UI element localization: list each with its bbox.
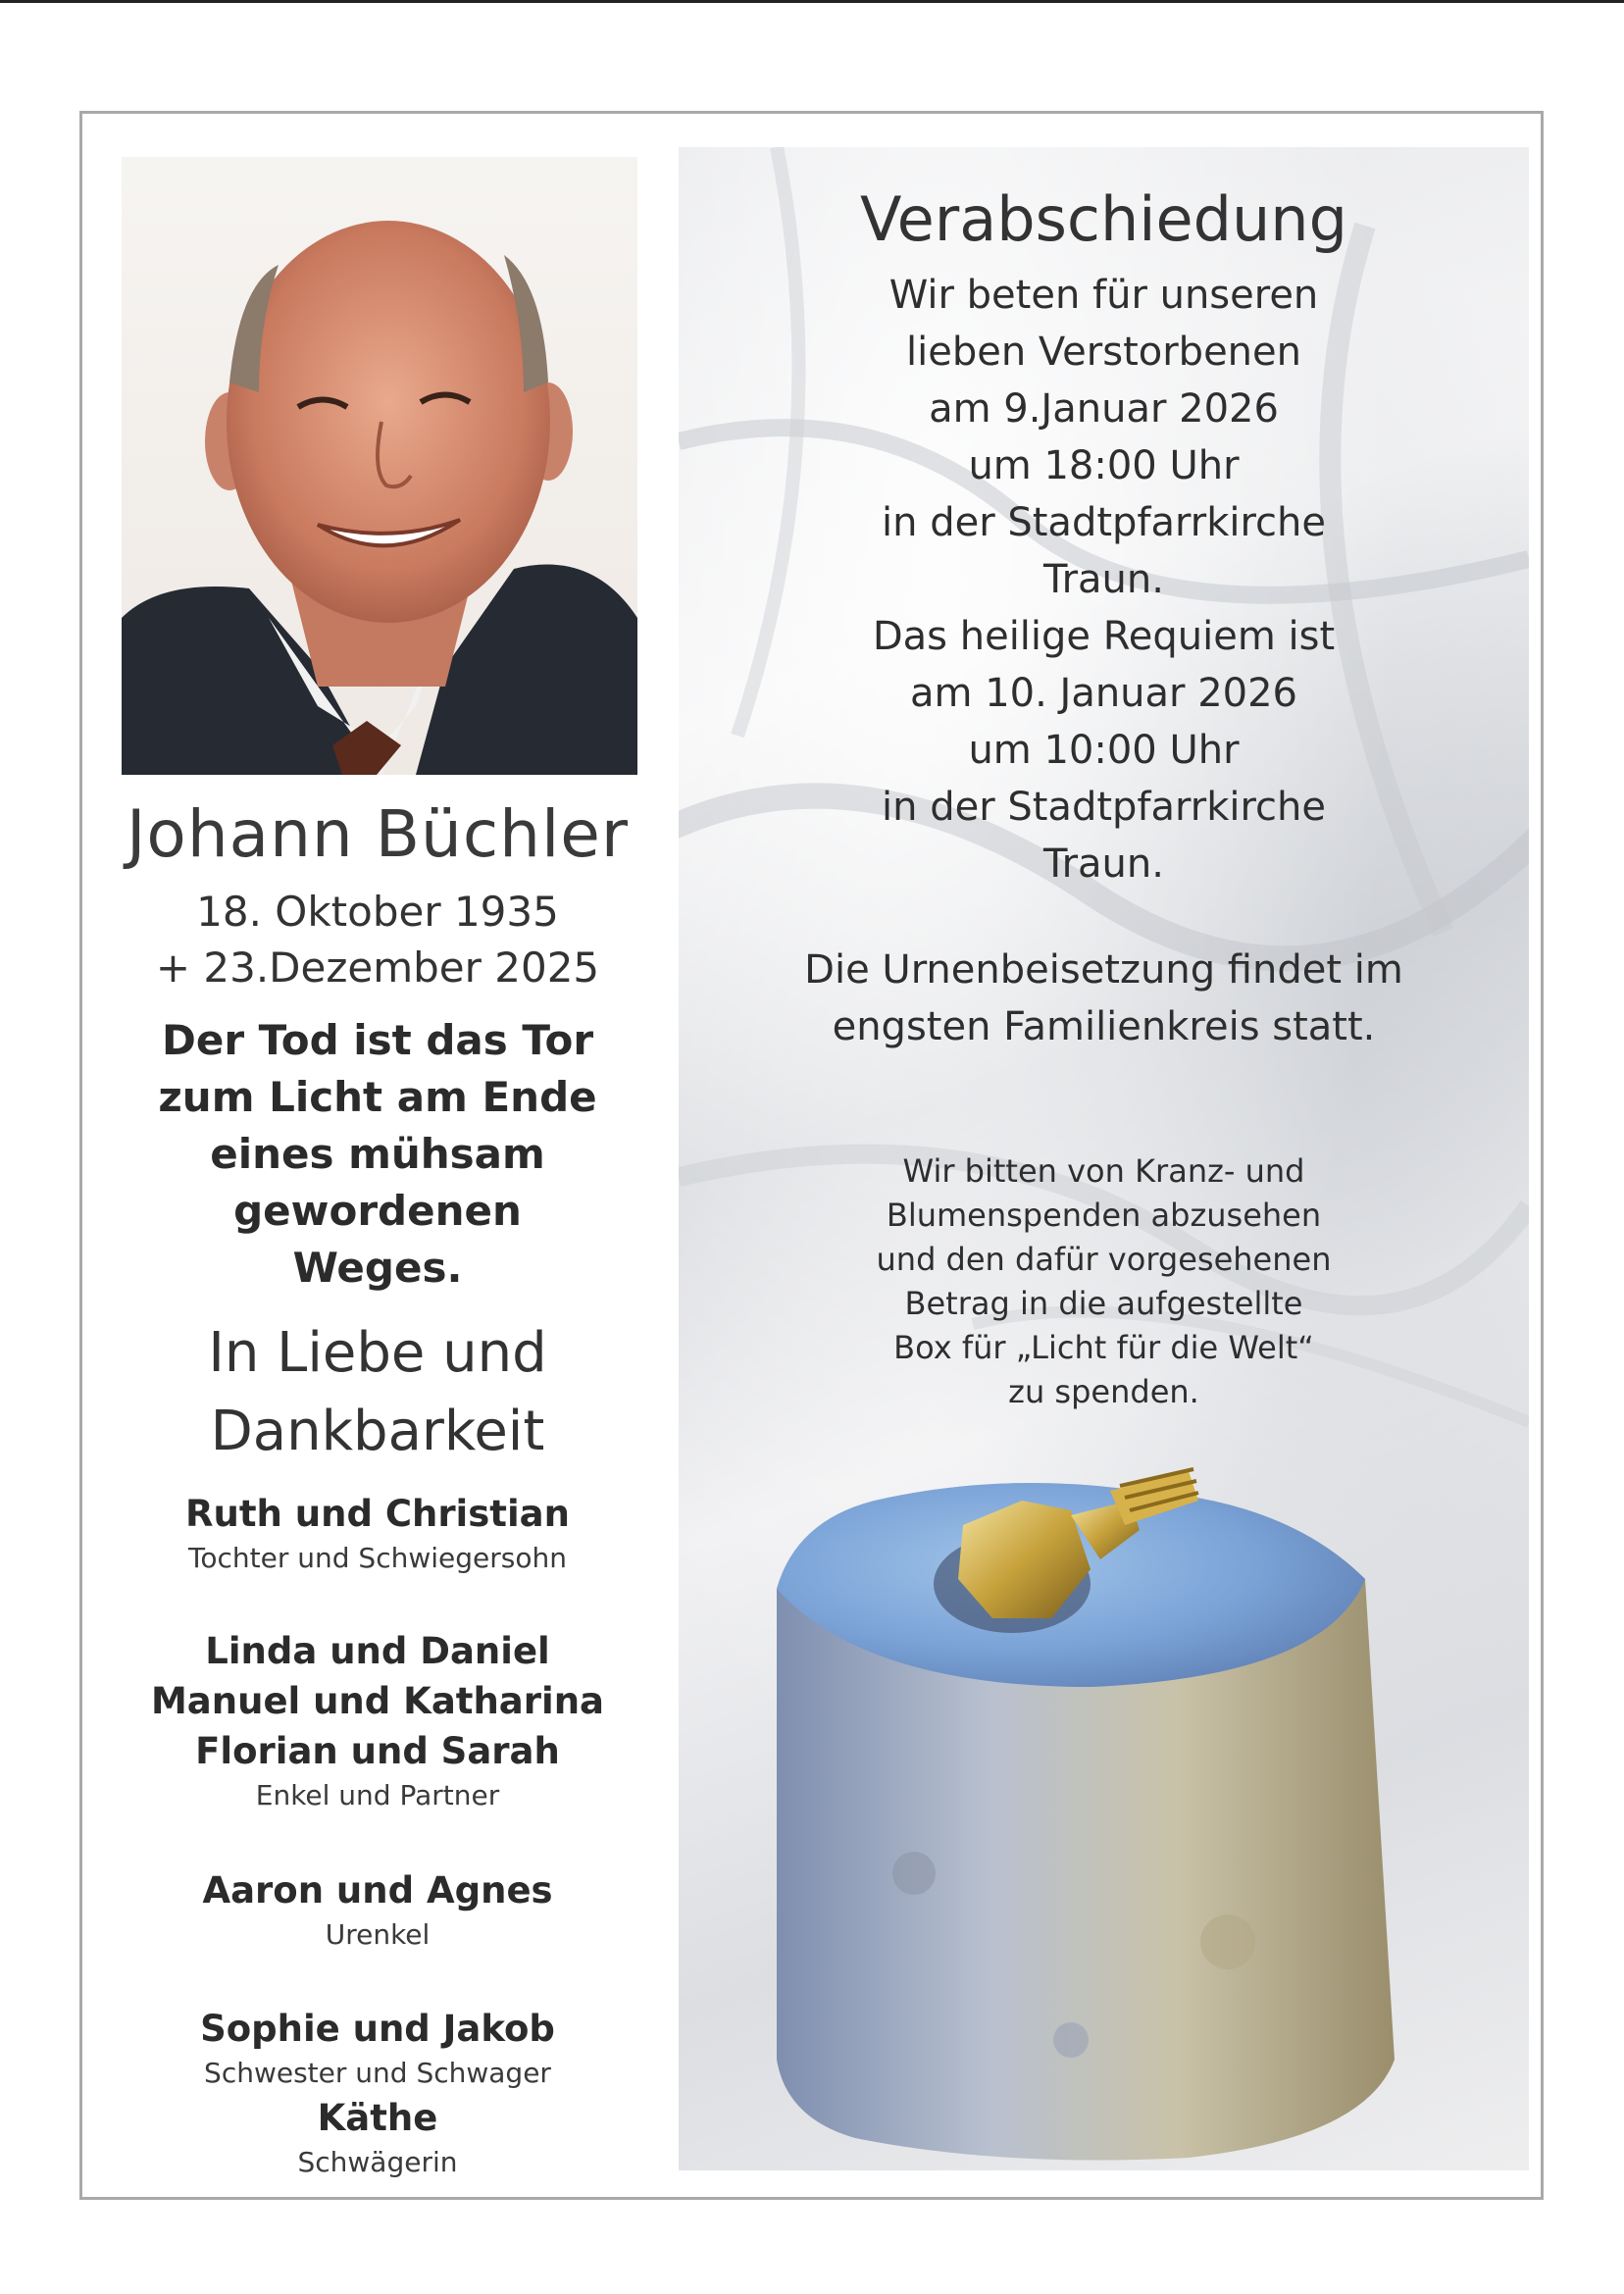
quote-line: eines mühsam (210, 1130, 545, 1178)
family-relation: Schwester und Schwager (204, 2057, 551, 2089)
dedication-line: Dankbarkeit (210, 1400, 545, 1463)
memorial-quote (88, 1012, 667, 1297)
donation-line: Blumenspenden abzusehen (886, 1197, 1322, 1234)
donation-line: und den dafür vorgesehenen (876, 1241, 1332, 1278)
family-names: Ruth und Christian (185, 1493, 570, 1535)
family-relation: Enkel und Partner (255, 1779, 500, 1811)
family-relation: Urenkel (325, 1918, 431, 1951)
family-group (88, 1489, 667, 1578)
service-line: am 9.Januar 2026 (929, 386, 1279, 432)
service-line: um 18:00 Uhr (968, 443, 1240, 488)
donation-line: Betrag in die aufgestellte (904, 1285, 1303, 1322)
service-line: Wir beten für unseren (888, 273, 1319, 318)
service-line: in der Stadtpfarrkirche (882, 500, 1326, 545)
donation-note (679, 1149, 1529, 1414)
donation-line: Wir bitten von Kranz- und (902, 1152, 1305, 1190)
family-group (88, 1865, 667, 1955)
drill-bit-rock-image (679, 1432, 1529, 2170)
service-line: um 10:00 Uhr (968, 728, 1240, 773)
family-group (88, 2004, 667, 2182)
quote-line: Der Tod ist das Tor (161, 1016, 594, 1064)
service-line: lieben Verstorbenen (906, 330, 1301, 375)
donation-line: zu spenden. (1008, 1373, 1199, 1410)
family-relation: Schwägerin (297, 2146, 458, 2178)
scan-top-edge (0, 0, 1624, 3)
family-names: Florian und Sarah (195, 1730, 560, 1772)
urn-line: engsten Familienkreis statt. (832, 1004, 1376, 1049)
service-line: Traun. (1043, 841, 1164, 887)
family-names: Käthe (317, 2097, 438, 2139)
family-names: Manuel und Katharina (150, 1680, 605, 1722)
quote-line: Weges. (292, 1244, 463, 1292)
marble-panel (679, 147, 1529, 2170)
service-line: Das heilige Requiem ist (872, 614, 1336, 659)
family-relation: Tochter und Schwiegersohn (188, 1542, 567, 1574)
urn-burial-note (679, 942, 1529, 1055)
quote-line: zum Licht am Ende (158, 1073, 597, 1121)
quote-line: gewordenen (233, 1187, 522, 1235)
dedication-line: In Liebe und (208, 1321, 547, 1385)
portrait-photo (122, 157, 637, 775)
dedication (88, 1314, 667, 1471)
service-line: am 10. Januar 2026 (910, 671, 1297, 716)
deceased-name: Johann Büchler (126, 796, 630, 872)
death-date: + 23.Dezember 2025 (155, 943, 600, 992)
donation-line: Box für „Licht für die Welt“ (893, 1329, 1314, 1366)
birth-date: 18. Oktober 1935 (196, 888, 559, 936)
urn-line: Die Urnenbeisetzung findet im (804, 947, 1403, 993)
family-names: Sophie und Jakob (200, 2008, 555, 2050)
family-group (88, 1626, 667, 1815)
family-names: Aaron und Agnes (202, 1869, 553, 1912)
farewell-title: Verabschiedung (860, 183, 1347, 255)
family-names: Linda und Daniel (205, 1630, 550, 1672)
service-line: in der Stadtpfarrkirche (882, 785, 1326, 830)
service-details (679, 267, 1529, 892)
service-line: Traun. (1043, 557, 1164, 602)
